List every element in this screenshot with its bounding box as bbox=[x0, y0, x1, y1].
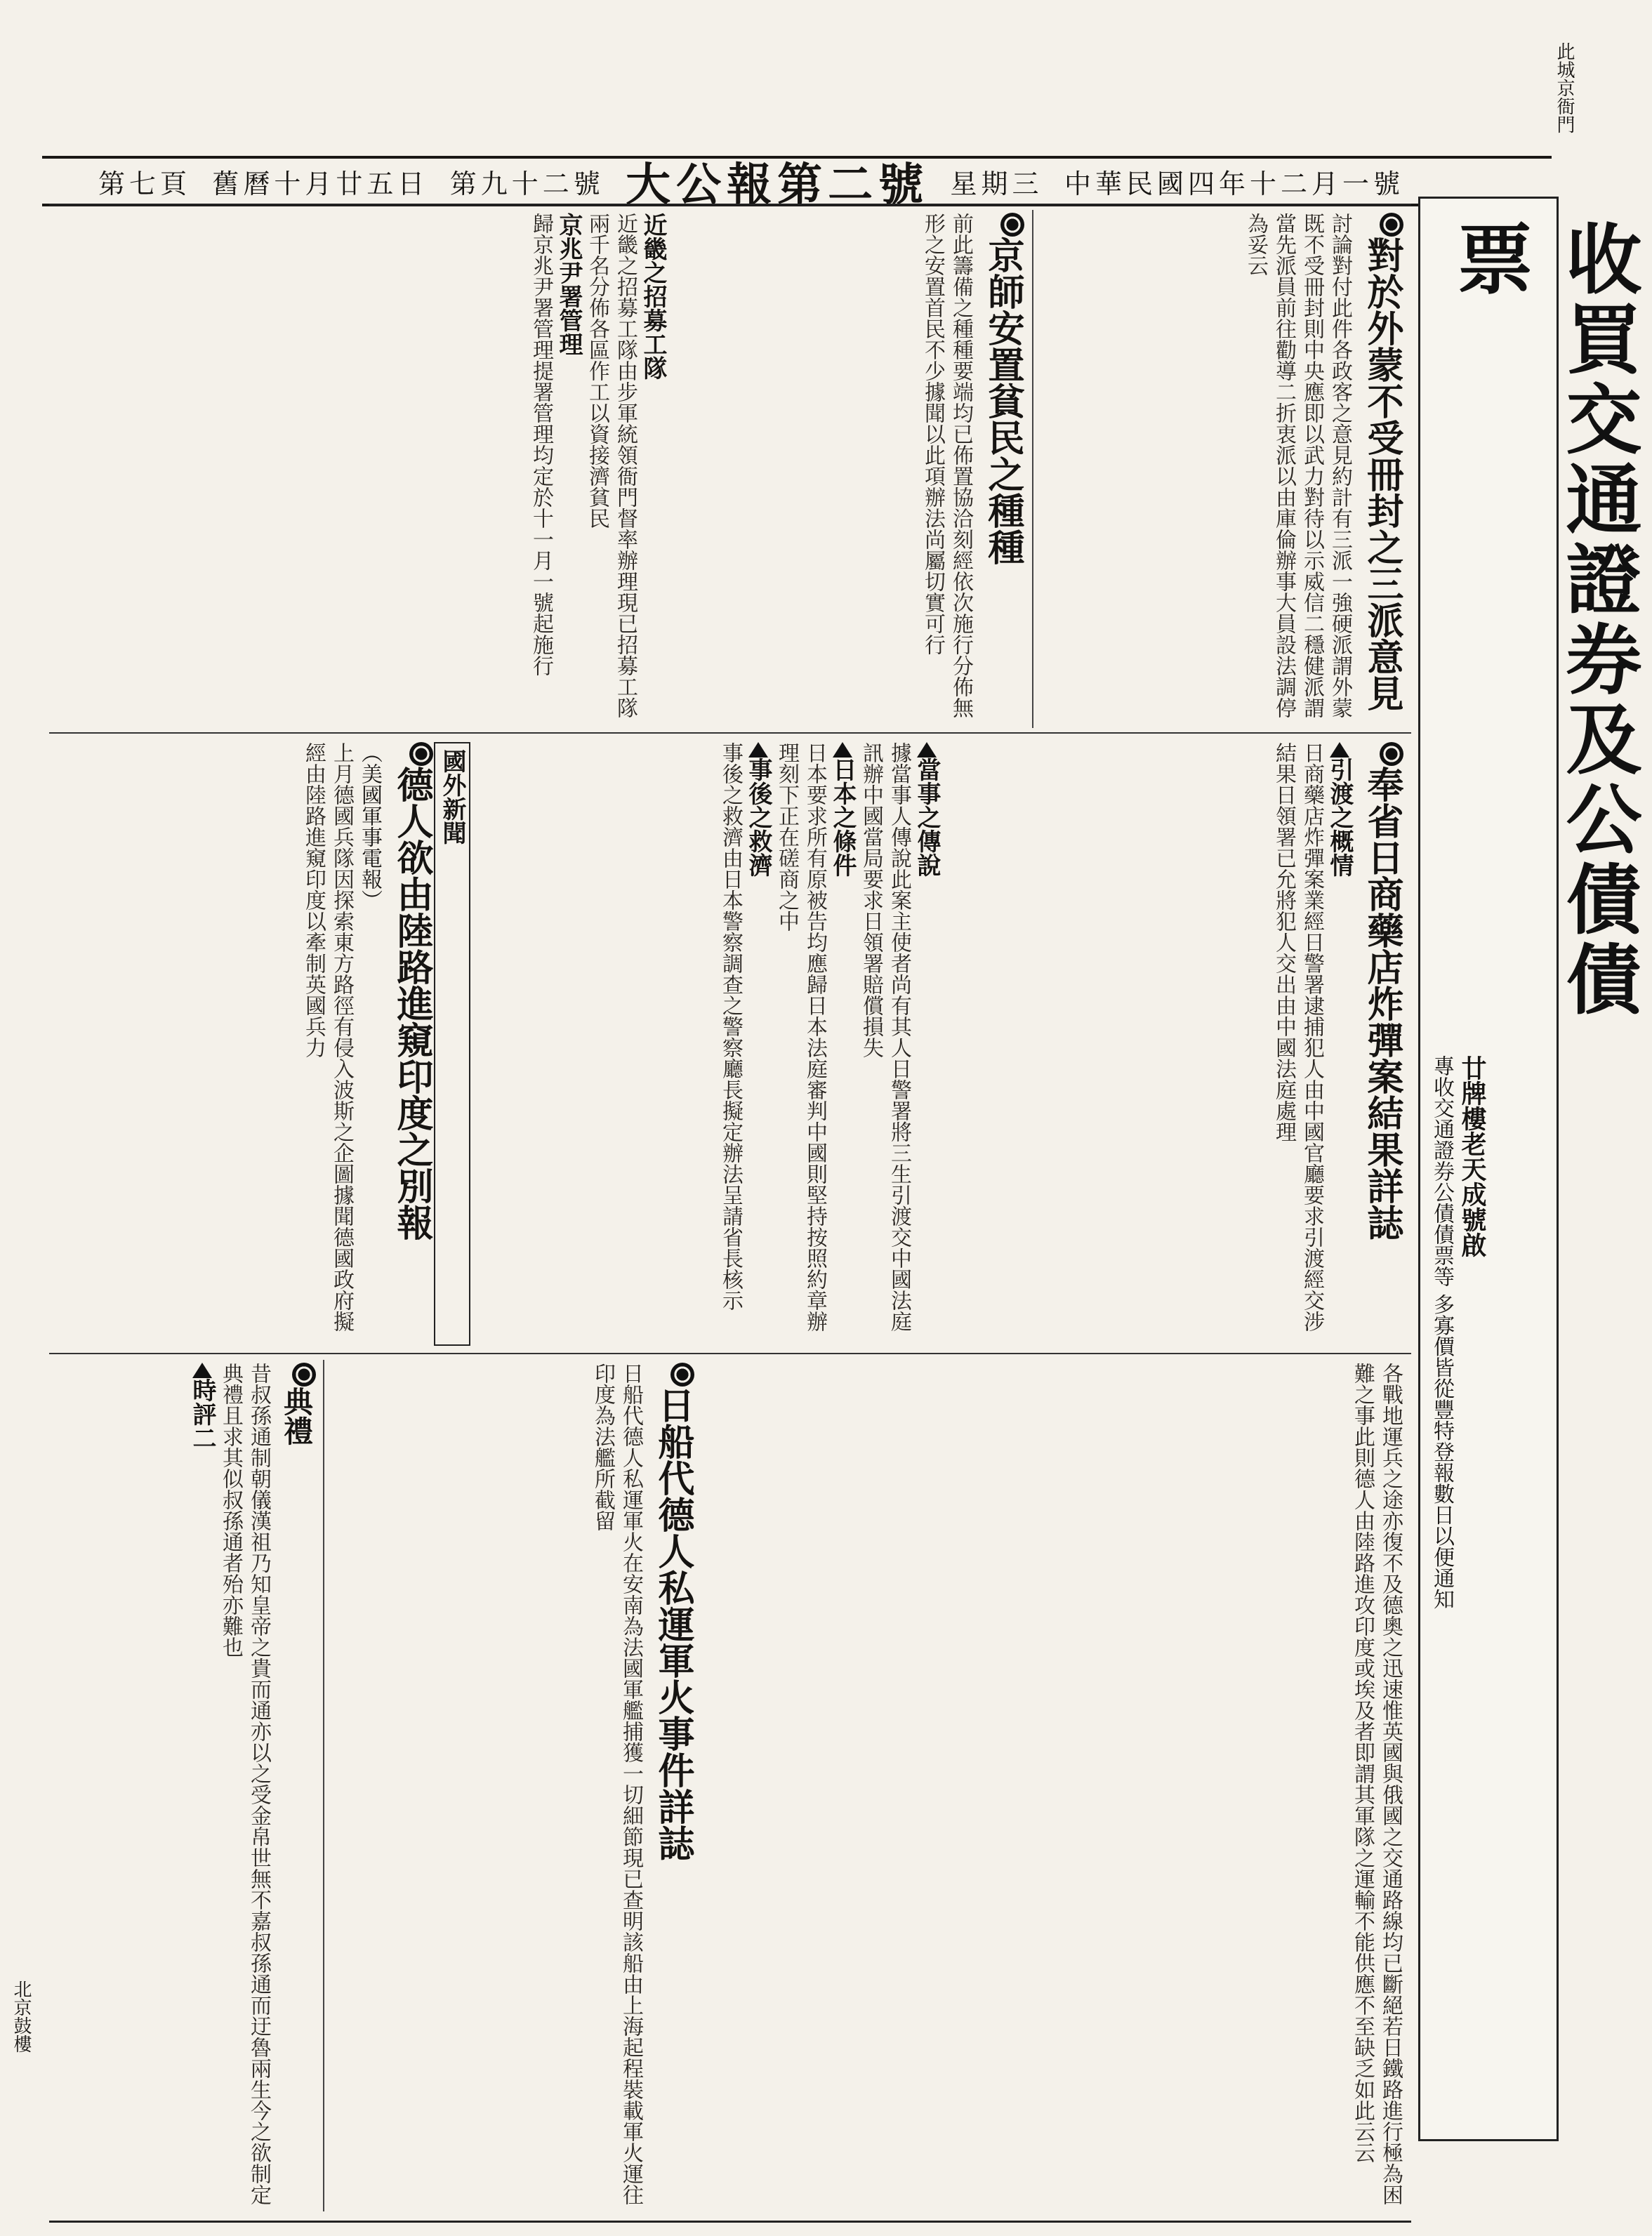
subheading-text: 日本之條件 bbox=[828, 758, 857, 877]
issue-number: 第二號 bbox=[777, 159, 930, 211]
lower-band bbox=[49, 1356, 1411, 2216]
subheading-text: 事後之救濟 bbox=[744, 758, 772, 877]
article-beijing-poor bbox=[681, 213, 1025, 725]
page-number: 第七頁 bbox=[98, 168, 192, 199]
article-body: 日船代德人私運軍火在安南為法國軍艦捕獲一切細節現已查明該船由上海起程裝載軍火運往印度為法艦所截留 bbox=[590, 1363, 643, 2205]
article-body: 上月德國兵隊因探索東方路徑有侵入波斯之企圖據聞德國政府擬經由陸路進窺印度以牽制英國兵力 bbox=[301, 742, 354, 1332]
column-divider bbox=[1032, 210, 1033, 728]
triangle-icon bbox=[192, 1363, 212, 1378]
masthead-title: 大公報 bbox=[626, 159, 778, 211]
article-heading: 近畿之招募工隊 bbox=[639, 213, 667, 380]
heading-text: 日船代德人私運軍火事件詳誌 bbox=[652, 1387, 694, 1861]
article-heading bbox=[1359, 213, 1404, 725]
heading-text: 德人欲由陸路進窺印度之別報 bbox=[390, 766, 433, 1241]
article-heading bbox=[650, 1363, 695, 2209]
triangle-icon bbox=[917, 742, 937, 758]
article-body: 日本要求所有原被告均應歸日本法庭審判中國則堅持按照約章辦理刻下正在磋商之中 bbox=[774, 742, 827, 1332]
triangle-icon bbox=[833, 742, 852, 758]
bullet-icon bbox=[409, 742, 433, 766]
article-subheading bbox=[913, 742, 941, 1346]
bullet-icon bbox=[292, 1363, 316, 1387]
subheading-text: 引渡之概情 bbox=[1326, 758, 1354, 877]
article-mukden-bomb bbox=[969, 742, 1404, 1346]
article-heading bbox=[1359, 742, 1404, 1346]
article-outer-mongolia bbox=[1039, 213, 1404, 725]
column-divider bbox=[323, 1360, 324, 2211]
heading-text: 奉省日商藥店炸彈案結果詳誌 bbox=[1361, 766, 1403, 1241]
article-source: （美國軍事電報） bbox=[357, 742, 382, 911]
commentary-heading-text: 時評二 bbox=[188, 1378, 216, 1450]
article-body: 討論對付此件各政客之意見約計有三派一強硬派謂外蒙既不受冊封則中央應即以武力對待以示威信二穩健派謂當先派員前往勸導二折衷派以由庫倫辦事大員設法調停為妥云 bbox=[1243, 213, 1352, 718]
article-body: 近畿之招募工隊由步軍統領衙門督率辦理現已招募工隊兩千名分佈各區作工以資接濟貧民 bbox=[585, 213, 637, 718]
ad-subtitle: 廿牌樓老天成號啟 bbox=[1458, 1055, 1487, 1257]
article-body: 各戰地運兵之途亦復不及德奧之迅速惟英國與俄國之交通路線均已斷絕若日鐵路進行極為困難之事此則德人由陸路進攻印度或埃及者即謂其軍隊之運輸不能供應不至缺乏如此云云 bbox=[1350, 1363, 1403, 2205]
subheading-text: 當事之傳說 bbox=[913, 758, 941, 877]
ad-note bbox=[1426, 1055, 1488, 1757]
article-ceremony bbox=[56, 1363, 316, 2209]
commentary-heading bbox=[188, 1363, 216, 2209]
bullet-icon bbox=[670, 1363, 694, 1387]
weekday: 星期三 bbox=[950, 168, 1043, 199]
republic-date: 中華民國四年十二月一號 bbox=[1064, 168, 1404, 199]
header-strip bbox=[98, 159, 1404, 211]
section-label-foreign-news: 國外新聞 bbox=[434, 742, 470, 1346]
advertisement-box bbox=[1418, 197, 1641, 2141]
article-rumor bbox=[484, 742, 941, 1346]
article-body: 據當事人傳說此案主使者尚有其人日警署將三生引渡交中國法庭訊辦中國當局要求日領署賠償損失 bbox=[859, 742, 911, 1332]
ad-title: 收買交通證券及公債債票 bbox=[1444, 220, 1641, 1020]
article-heading bbox=[389, 742, 434, 1346]
article-body: 日商藥店炸彈案業經日警署逮捕犯人由中國官廳要求引渡經交涉結果日領署已允將犯人交出由中國法庭處理 bbox=[1271, 742, 1324, 1332]
ad-body: 專收交通證券公債債票等 多寡價皆從豐特登報數日以便通知 bbox=[1429, 1055, 1454, 1610]
article-japanese-ship bbox=[330, 1363, 695, 2209]
article-labor-recruit bbox=[274, 213, 667, 725]
article-subheading bbox=[828, 742, 857, 1346]
triangle-icon bbox=[1330, 742, 1349, 758]
upper-band bbox=[49, 206, 1411, 734]
right-margin-note: 此城京衙門 bbox=[1554, 42, 1575, 133]
heading-text: 典禮 bbox=[279, 1387, 314, 1446]
heading-text: 京師安置貧民之種種 bbox=[982, 237, 1024, 565]
bullet-icon bbox=[1380, 213, 1403, 237]
article-subheading bbox=[744, 742, 772, 1346]
heading-text: 對於外蒙不受冊封之三派意見 bbox=[1361, 237, 1403, 711]
article-body: 前此籌備之種種要端均已佈置協洽刻經依次施行分佈無形之安置首民不少據聞以此項辦法尚屬切實可行 bbox=[920, 213, 973, 718]
article-body: 事後之救濟由日本警察調查之警察廳長擬定辦法呈請省長核示 bbox=[718, 742, 743, 1311]
triangle-icon bbox=[748, 742, 768, 758]
article-heading bbox=[980, 213, 1025, 725]
article-body: 歸京兆尹署管理提署管理均定於十一月一號起施行 bbox=[529, 213, 553, 676]
bullet-icon bbox=[1380, 742, 1403, 766]
article-subheading bbox=[1326, 742, 1354, 1346]
bullet-icon bbox=[1000, 213, 1024, 237]
article-body: 昔叔孫通制朝儀漢祖乃知皇帝之貴而通亦以之受金帛世無不嘉叔孫通而迂魯兩生今之欲制定典禮且求其似叔孫通者殆亦難也 bbox=[218, 1363, 271, 2205]
news-grid bbox=[49, 204, 1411, 2223]
article-heading: 京兆尹署管理 bbox=[555, 213, 583, 356]
lunar-date: 舊曆十月廿五日 bbox=[212, 168, 429, 199]
article-heading bbox=[277, 1363, 316, 2209]
serial-number: 第九十二號 bbox=[449, 168, 604, 199]
left-margin-note: 北京鼓樓 bbox=[11, 1980, 32, 2053]
article-german-india bbox=[56, 742, 470, 1346]
middle-band bbox=[49, 735, 1411, 1354]
article-war-analysis bbox=[702, 1363, 1404, 2209]
